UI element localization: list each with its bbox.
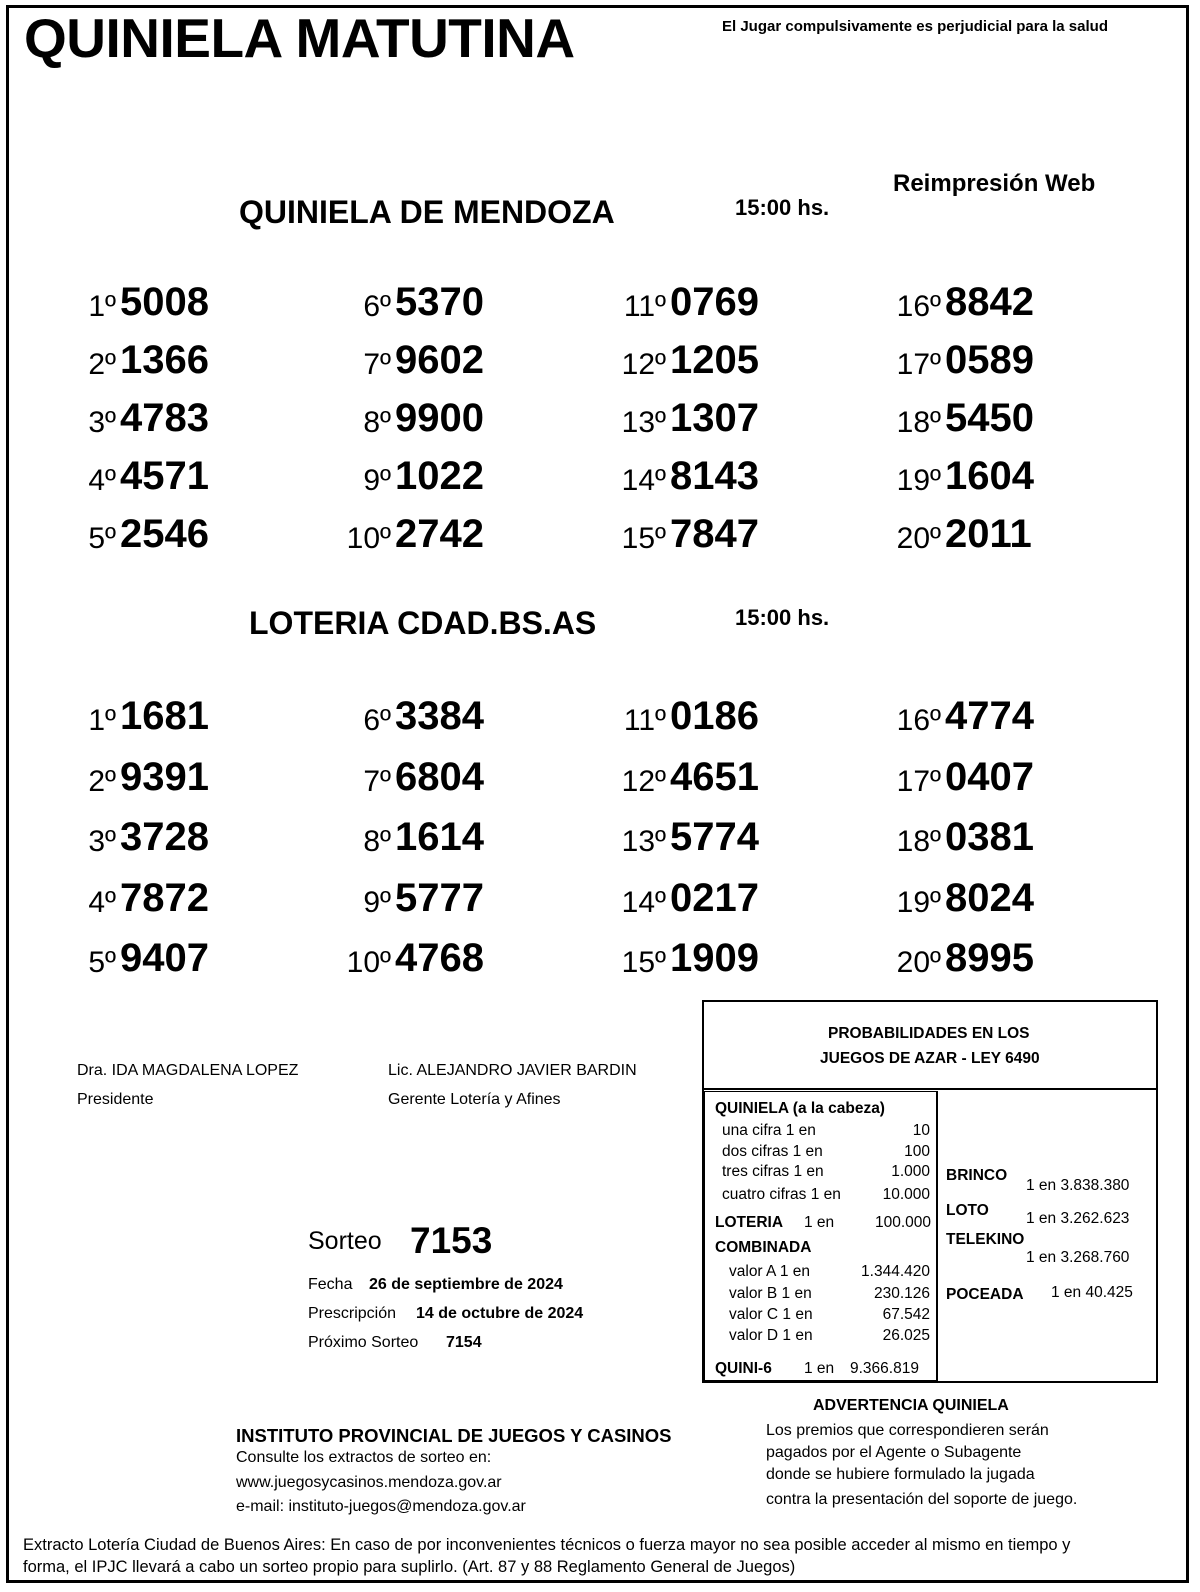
advertencia-line: donde se hubiere formulado la jugada — [766, 1466, 1035, 1483]
result-cell — [598, 815, 828, 865]
result-position: 9º — [363, 885, 391, 919]
result-position: 6º — [363, 290, 391, 323]
result-cell — [598, 694, 828, 744]
result-position: 10º — [346, 946, 391, 979]
result-number: 2742 — [395, 512, 484, 556]
draw-title-loteria: LOTERIA CDAD.BS.AS — [249, 605, 597, 641]
advertencia-title: ADVERTENCIA QUINIELA — [813, 1397, 1009, 1414]
result-number: 6804 — [395, 754, 484, 799]
combinada-row-value: 67.542 — [882, 1306, 930, 1323]
result-number: 1205 — [670, 338, 759, 382]
result-number: 1022 — [395, 454, 484, 498]
result-number: 5774 — [670, 815, 759, 859]
result-position: 2º — [88, 764, 116, 798]
result-cell — [598, 454, 828, 504]
result-position: 1º — [88, 290, 116, 323]
telekino-prob-value: 1 en 3.268.760 — [1026, 1249, 1130, 1266]
combinada-row-value: 1.344.420 — [861, 1263, 930, 1280]
result-position: 9º — [363, 464, 391, 497]
result-number: 3728 — [120, 815, 209, 859]
result-number: 1604 — [945, 454, 1034, 498]
result-number: 4768 — [395, 936, 484, 980]
result-position: 7º — [363, 348, 391, 381]
result-cell — [48, 815, 278, 865]
result-position: 2º — [88, 348, 116, 381]
result-cell — [598, 936, 828, 986]
result-number: 4571 — [120, 454, 209, 498]
loto-prob-label: LOTO — [946, 1202, 989, 1219]
sorteo-label: Sorteo — [308, 1227, 382, 1255]
result-number: 1681 — [120, 694, 209, 738]
draw-time-loteria: 15:00 hs. — [735, 605, 830, 630]
result-number: 8995 — [945, 936, 1034, 980]
loto-prob-value: 1 en 3.262.623 — [1026, 1210, 1130, 1227]
result-number: 0769 — [670, 280, 759, 324]
combinada-row-label: valor A 1 en — [729, 1263, 811, 1280]
footer-note-line-2: forma, el IPJC llevará a cabo un sorteo propio para suplirlo. (Art. 87 y 88 Reglamento General de Juegos) — [23, 1558, 796, 1576]
result-cell — [323, 815, 553, 865]
loteria-prob-en: 1 en — [804, 1214, 835, 1231]
poceada-prob-label: POCEADA — [946, 1286, 1024, 1303]
quiniela-prob-label: QUINIELA (a la cabeza) — [715, 1100, 885, 1117]
advertencia-line: contra la presentación del soporte de juego. — [766, 1491, 1078, 1508]
result-position: 20º — [896, 522, 941, 555]
result-cell — [873, 936, 1103, 986]
health-warning: El Jugar compulsivamente es perjudicial para la salud — [722, 18, 1108, 35]
result-cell — [48, 936, 278, 986]
result-number: 2011 — [945, 512, 1032, 556]
result-number: 1307 — [670, 396, 759, 440]
combinada-row-value: 26.025 — [882, 1327, 930, 1344]
combinada-row-label: valor B 1 en — [729, 1285, 812, 1302]
quiniela-row-label: una cifra 1 en — [722, 1122, 816, 1139]
result-position: 19º — [896, 464, 941, 497]
institute-website[interactable]: www.juegosycasinos.mendoza.gov.ar — [236, 1474, 502, 1491]
page-title: QUINIELA MATUTINA — [24, 7, 575, 69]
quiniela-row-value: 100 — [904, 1143, 930, 1160]
footer-note-line-1: Extracto Lotería Ciudad de Buenos Aires: En caso de por inconvenientes técnicos o fuerza mayor no sea posible acceder al mismo en tiempo y — [23, 1536, 1071, 1554]
result-cell — [598, 280, 828, 330]
result-cell — [48, 396, 278, 446]
result-number: 0381 — [945, 815, 1034, 859]
result-number: 4774 — [945, 694, 1034, 738]
combinada-row-label: valor D 1 en — [729, 1327, 813, 1344]
result-cell — [873, 694, 1103, 744]
probabilities-title-2: JUEGOS DE AZAR - LEY 6490 — [820, 1050, 1040, 1067]
result-cell — [598, 876, 828, 926]
result-number: 9602 — [395, 338, 484, 382]
quiniela-row-label: tres cifras 1 en — [722, 1163, 824, 1180]
loteria-prob-label: LOTERIA — [715, 1214, 784, 1231]
result-cell — [323, 396, 553, 446]
result-cell — [323, 512, 553, 562]
result-position: 17º — [896, 764, 941, 798]
result-number: 8842 — [945, 280, 1034, 324]
result-number: 1614 — [395, 815, 484, 859]
result-cell — [323, 876, 553, 926]
result-position: 20º — [896, 946, 941, 979]
result-cell — [323, 338, 553, 388]
result-position: 5º — [88, 522, 116, 555]
proximo-label: Próximo Sorteo — [308, 1334, 419, 1351]
result-position: 15º — [621, 946, 666, 979]
result-cell — [873, 815, 1103, 865]
result-cell — [48, 876, 278, 926]
result-cell — [873, 396, 1103, 446]
result-cell — [598, 396, 828, 446]
result-cell — [598, 338, 828, 388]
result-position: 12º — [621, 764, 666, 798]
result-number: 9900 — [395, 396, 484, 440]
result-cell — [48, 280, 278, 330]
prescripcion-value: 14 de octubre de 2024 — [416, 1305, 584, 1322]
signature-role-manager: Gerente Lotería y Afines — [388, 1091, 561, 1108]
result-position: 7º — [363, 764, 391, 798]
quini6-prob-label: QUINI-6 — [715, 1360, 772, 1377]
quiniela-row-label: dos cifras 1 en — [722, 1143, 823, 1160]
result-number: 0589 — [945, 338, 1034, 382]
result-number: 9407 — [120, 936, 209, 980]
result-number: 2546 — [120, 512, 209, 556]
result-position: 3º — [88, 825, 116, 858]
result-position: 11º — [623, 290, 666, 323]
result-position: 18º — [896, 406, 941, 439]
combinada-row-value: 230.126 — [873, 1285, 930, 1302]
quiniela-row-value: 10 — [912, 1122, 930, 1139]
result-position: 14º — [621, 464, 666, 497]
result-number: 7847 — [670, 512, 759, 556]
result-position: 8º — [363, 406, 391, 439]
brinco-prob-label: BRINCO — [946, 1167, 1008, 1184]
result-position: 16º — [896, 290, 941, 323]
loteria-prob-value: 100.000 — [875, 1214, 932, 1231]
quiniela-row-label: cuatro cifras 1 en — [722, 1186, 841, 1203]
result-cell — [873, 454, 1103, 504]
result-position: 3º — [88, 406, 116, 439]
result-cell — [873, 280, 1103, 330]
result-cell — [48, 338, 278, 388]
draw-title-mendoza: QUINIELA DE MENDOZA — [239, 194, 615, 230]
result-cell — [323, 454, 553, 504]
result-number: 3384 — [395, 694, 484, 738]
result-position: 19º — [896, 885, 941, 919]
result-cell — [873, 876, 1103, 926]
result-position: 18º — [896, 825, 941, 858]
result-position: 14º — [621, 885, 666, 919]
result-cell — [598, 512, 828, 562]
combinada-row-label: valor C 1 en — [729, 1306, 813, 1323]
result-number: 5370 — [395, 280, 484, 324]
result-number: 4651 — [670, 754, 759, 799]
result-position: 5º — [88, 946, 116, 979]
draw-time-mendoza: 15:00 hs. — [735, 195, 830, 220]
result-number: 0186 — [670, 694, 759, 738]
signature-name-manager: Lic. ALEJANDRO JAVIER BARDIN — [388, 1062, 637, 1079]
result-position: 17º — [896, 348, 941, 381]
result-number: 8024 — [945, 875, 1034, 920]
reprint-label: Reimpresión Web — [893, 170, 1096, 197]
result-cell — [48, 512, 278, 562]
prescripcion-label: Prescripción — [308, 1305, 397, 1322]
result-position: 12º — [621, 348, 666, 381]
result-position: 4º — [88, 885, 116, 919]
quini6-prob-en: 1 en — [804, 1360, 835, 1377]
result-position: 1º — [88, 704, 116, 737]
result-position: 15º — [621, 522, 666, 555]
result-number: 1909 — [670, 936, 759, 980]
result-position: 13º — [621, 825, 666, 858]
signature-name-president: Dra. IDA MAGDALENA LOPEZ — [77, 1062, 299, 1079]
institute-name: INSTITUTO PROVINCIAL DE JUEGOS Y CASINOS — [236, 1425, 672, 1446]
institute-consult: Consulte los extractos de sorteo en: — [236, 1449, 492, 1466]
result-cell — [323, 280, 553, 330]
result-number: 5008 — [120, 280, 209, 324]
result-position: 4º — [88, 464, 116, 497]
result-number: 1366 — [120, 338, 209, 382]
result-cell — [48, 454, 278, 504]
advertencia-line: pagados por el Agente o Subagente — [766, 1444, 1022, 1461]
result-cell — [48, 755, 278, 805]
result-cell — [598, 755, 828, 805]
result-cell — [323, 755, 553, 805]
result-cell — [873, 338, 1103, 388]
institute-email[interactable]: e-mail: instituto-juegos@mendoza.gov.ar — [236, 1498, 526, 1515]
probabilities-title-1: PROBABILIDADES EN LOS — [828, 1025, 1030, 1042]
result-number: 0407 — [945, 754, 1034, 799]
fecha-value: 26 de septiembre de 2024 — [369, 1276, 563, 1293]
probabilities-divider — [702, 1088, 1158, 1090]
signature-role-president: Presidente — [77, 1091, 154, 1108]
result-position: 13º — [621, 406, 666, 439]
telekino-prob-label: TELEKINO — [946, 1231, 1025, 1248]
quiniela-row-value: 10.000 — [882, 1186, 930, 1203]
sorteo-number: 7153 — [410, 1220, 493, 1261]
result-cell — [323, 694, 553, 744]
result-position: 10º — [346, 522, 391, 555]
result-number: 9391 — [120, 754, 209, 799]
result-position: 16º — [896, 704, 941, 737]
result-position: 11º — [623, 704, 666, 737]
result-cell — [323, 936, 553, 986]
quini6-prob-value: 9.366.819 — [850, 1360, 919, 1377]
advertencia-line: Los premios que correspondieren serán — [766, 1422, 1049, 1439]
result-number: 0217 — [670, 875, 759, 920]
result-position: 6º — [363, 704, 391, 737]
proximo-value: 7154 — [446, 1334, 482, 1351]
result-cell — [873, 755, 1103, 805]
result-number: 8143 — [670, 454, 759, 498]
fecha-label: Fecha — [308, 1276, 353, 1293]
result-number: 7872 — [120, 875, 209, 920]
result-position: 8º — [363, 825, 391, 858]
result-cell — [48, 694, 278, 744]
combinada-prob-label: COMBINADA — [715, 1239, 812, 1256]
result-number: 5777 — [395, 875, 484, 920]
brinco-prob-value: 1 en 3.838.380 — [1026, 1177, 1130, 1194]
quiniela-row-value: 1.000 — [891, 1163, 930, 1180]
result-number: 4783 — [120, 396, 209, 440]
result-number: 5450 — [945, 396, 1034, 440]
result-cell — [873, 512, 1103, 562]
poceada-prob-value: 1 en 40.425 — [1051, 1284, 1133, 1301]
